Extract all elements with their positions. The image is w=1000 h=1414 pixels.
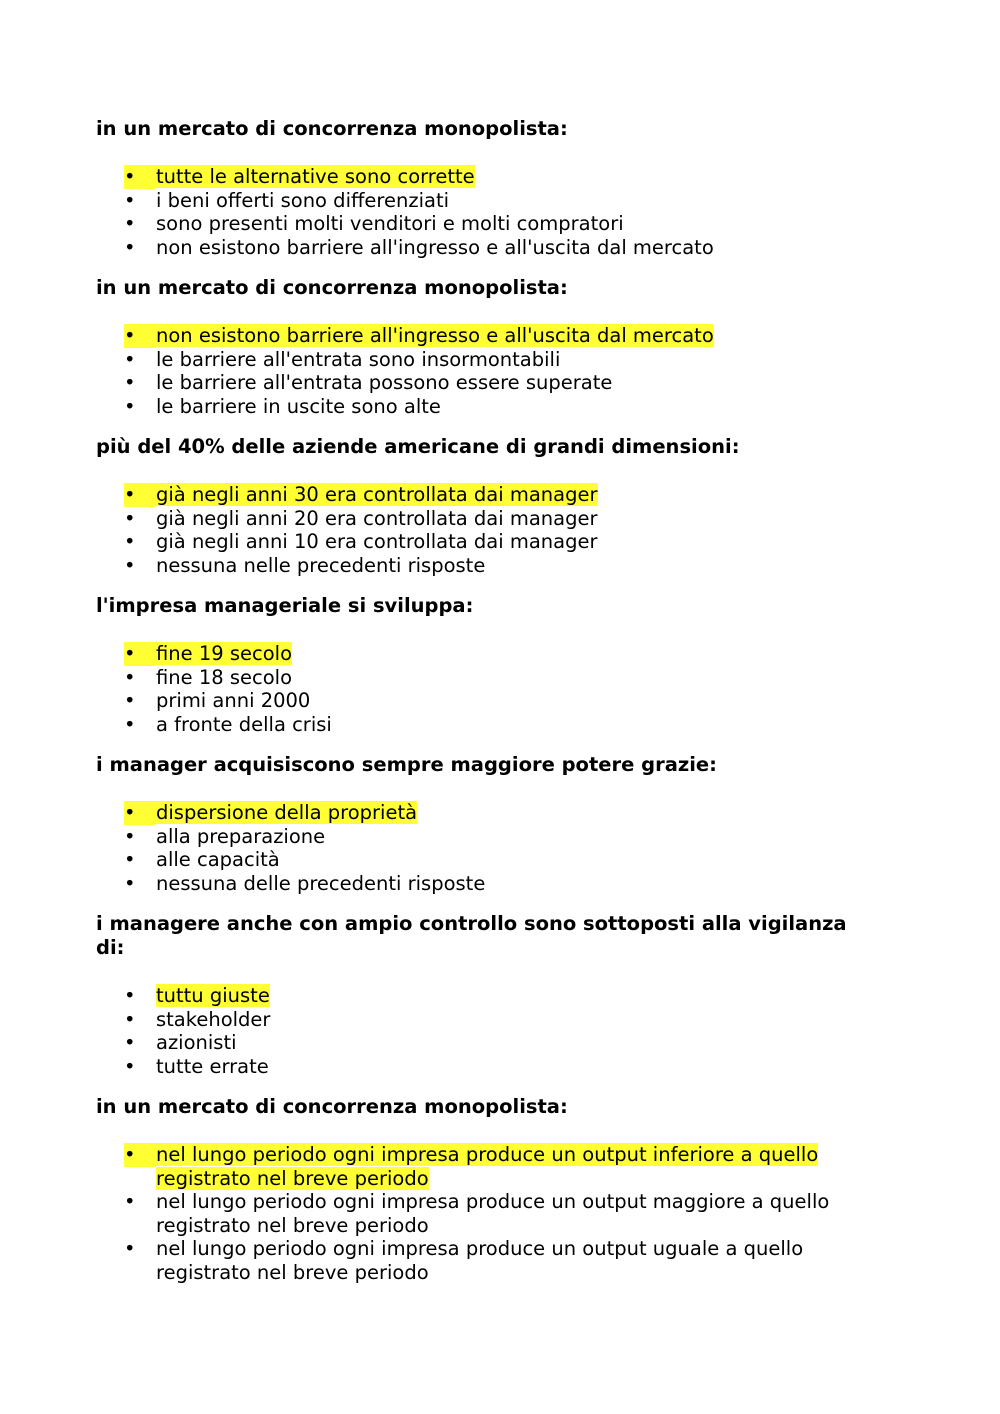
bullet-icon: •	[124, 1031, 136, 1054]
answer-text: nel lungo periodo ogni impresa produce un output inferiore a quello registrato nel breve periodo	[156, 1143, 819, 1190]
answer-item	[96, 554, 856, 578]
bullet-icon: •	[124, 235, 136, 259]
bullet-icon: •	[124, 530, 136, 553]
question-block	[96, 276, 880, 418]
answer-item	[96, 713, 856, 737]
answer-item-correct	[96, 984, 856, 1008]
answer-item	[96, 1055, 856, 1079]
bullet-icon: •	[124, 824, 136, 848]
answer-item	[96, 1190, 856, 1237]
answer-list	[96, 324, 880, 418]
answer-list	[96, 984, 880, 1078]
bullet-icon: •	[124, 394, 136, 418]
answer-text: sono presenti molti venditori e molti compratori	[156, 212, 624, 235]
answer-text: dispersione della proprietà	[156, 801, 418, 824]
bullet-icon: •	[124, 347, 136, 371]
bullet-icon: •	[124, 324, 156, 348]
answer-item	[96, 872, 856, 896]
answer-item-correct	[96, 801, 856, 825]
answer-item-correct	[96, 165, 856, 189]
bullet-icon: •	[124, 1237, 136, 1260]
answer-item	[96, 1008, 856, 1032]
answer-item	[96, 666, 856, 690]
answer-text: tutte errate	[156, 1054, 269, 1078]
bullet-icon: •	[124, 212, 136, 235]
bullet-icon: •	[124, 642, 156, 666]
bullet-icon: •	[124, 1143, 156, 1167]
bullet-icon: •	[124, 1054, 136, 1078]
bullet-icon: •	[124, 871, 136, 895]
answer-text: nel lungo periodo ogni impresa produce un output maggiore a quello registrato nel breve periodo	[156, 1190, 830, 1237]
answer-text: fine 19 secolo	[156, 642, 293, 665]
bullet-icon: •	[124, 984, 136, 1007]
answer-item	[96, 395, 856, 419]
question-block	[96, 117, 880, 259]
question-block	[96, 1095, 880, 1284]
answer-text: non esistono barriere all'ingresso e all'uscita dal mercato	[156, 324, 714, 347]
answer-item	[96, 825, 856, 849]
answer-item-correct	[96, 483, 856, 507]
answer-item-correct	[96, 642, 856, 666]
answer-text: nessuna delle precedenti risposte	[156, 871, 486, 895]
answer-item-correct	[96, 324, 856, 348]
bullet-icon: •	[124, 188, 136, 212]
answer-text: già negli anni 30 era controllata dai manager	[156, 483, 598, 506]
answer-text: le barriere all'entrata possono essere superate	[156, 371, 613, 394]
bullet-icon: •	[124, 712, 136, 736]
bullet-icon: •	[124, 665, 136, 689]
question-block	[96, 594, 880, 736]
answer-text: nel lungo periodo ogni impresa produce un output uguale a quello registrato nel breve periodo	[156, 1237, 804, 1284]
bullet-icon: •	[124, 553, 136, 577]
answer-item	[96, 1237, 856, 1284]
answer-item	[96, 236, 856, 260]
bullet-icon: •	[124, 801, 156, 825]
question-title: in un mercato di concorrenza monopolista:	[96, 1095, 568, 1118]
answer-text: primi anni 2000	[156, 689, 311, 712]
answer-text: azionisti	[156, 1031, 237, 1054]
question-title: più del 40% delle aziende americane di grandi dimensioni:	[96, 435, 740, 458]
answer-item	[96, 371, 856, 395]
answer-text: fine 18 secolo	[156, 665, 293, 689]
bullet-icon: •	[124, 483, 156, 507]
bullet-icon: •	[124, 689, 136, 712]
answer-text: le barriere all'entrata sono insormontabili	[156, 347, 561, 371]
answer-text: già negli anni 20 era controllata dai manager	[156, 506, 598, 530]
answer-text: alle capacità	[156, 848, 280, 871]
answer-text: nessuna nelle precedenti risposte	[156, 553, 486, 577]
answer-text: tuttu giuste	[156, 984, 270, 1007]
answer-list	[96, 1143, 880, 1284]
answer-text: tutte le alternative sono corrette	[156, 165, 475, 188]
answer-item	[96, 848, 856, 872]
answer-text: i beni offerti sono differenziati	[156, 188, 450, 212]
answer-text: stakeholder	[156, 1007, 271, 1031]
question-title: i manager acquisiscono sempre maggiore potere grazie:	[96, 753, 717, 776]
answer-text: non esistono barriere all'ingresso e all'uscita dal mercato	[156, 235, 714, 259]
answer-list	[96, 483, 880, 577]
question-block	[96, 753, 880, 895]
question-block	[96, 435, 880, 577]
answer-item	[96, 189, 856, 213]
answer-item	[96, 507, 856, 531]
answer-list	[96, 165, 880, 259]
answer-item-correct	[96, 1143, 856, 1190]
question-title: in un mercato di concorrenza monopolista:	[96, 276, 568, 299]
answer-item	[96, 1031, 856, 1055]
bullet-icon: •	[124, 1190, 136, 1213]
answer-text: alla preparazione	[156, 824, 326, 848]
answer-item	[96, 348, 856, 372]
answer-text: le barriere in uscite sono alte	[156, 394, 441, 418]
answer-item	[96, 689, 856, 713]
bullet-icon: •	[124, 1007, 136, 1031]
answer-text: a fronte della crisi	[156, 712, 332, 736]
answer-text: già negli anni 10 era controllata dai manager	[156, 530, 598, 553]
answer-item	[96, 530, 856, 554]
question-title: l'impresa manageriale si sviluppa:	[96, 594, 474, 617]
bullet-icon: •	[124, 506, 136, 530]
answer-list	[96, 642, 880, 736]
bullet-icon: •	[124, 165, 156, 189]
question-block	[96, 912, 880, 1078]
question-title: in un mercato di concorrenza monopolista:	[96, 117, 568, 140]
answer-list	[96, 801, 880, 895]
answer-item	[96, 212, 856, 236]
bullet-icon: •	[124, 848, 136, 871]
question-title: i managere anche con ampio controllo sono sottoposti alla vigilanza di:	[96, 912, 847, 959]
bullet-icon: •	[124, 371, 136, 394]
